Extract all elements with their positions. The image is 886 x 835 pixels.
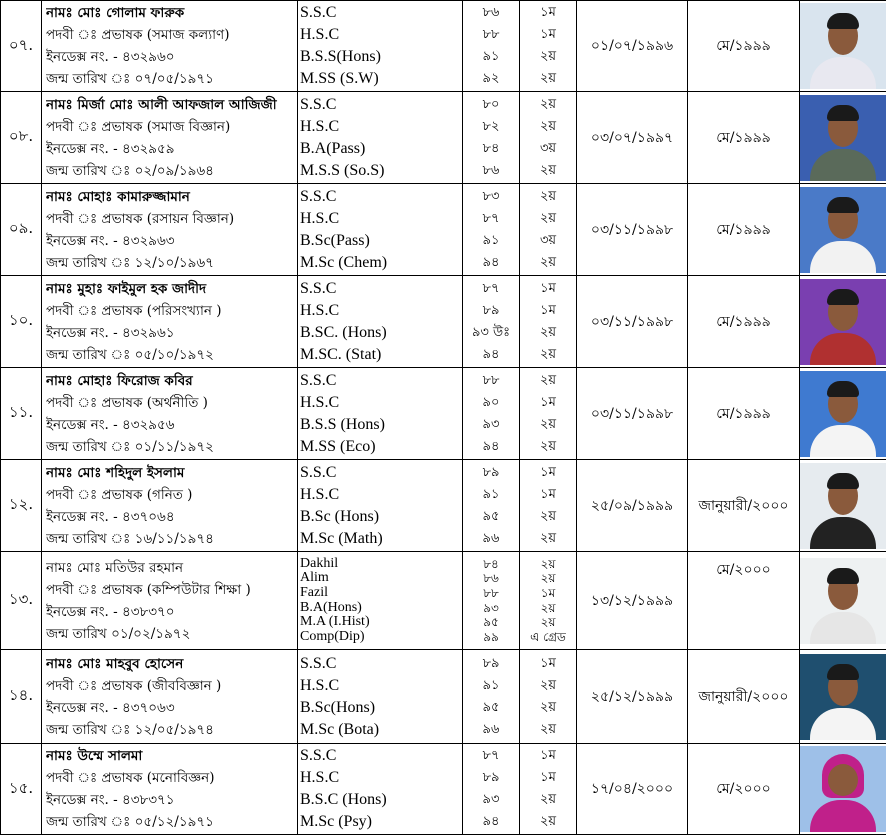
division-cell <box>520 460 577 552</box>
division: ২য় <box>520 208 576 230</box>
degree: M.S.S (So.S) <box>300 160 462 182</box>
mark: ৮২ <box>463 116 519 138</box>
joining-date: ১৩/১২/১৯৯৯ <box>577 552 688 650</box>
date-of-birth: জন্ম তারিখ ঃ ১২/০৫/১৯৭৪ <box>46 719 297 741</box>
teacher-name: নামঃ মোঃ শহিদুল ইসলাম <box>46 462 297 484</box>
mark: ৮০ <box>463 94 519 116</box>
degree-cell <box>298 650 463 744</box>
photo-hair <box>827 664 859 680</box>
division-cell <box>520 368 577 460</box>
division: ১ম <box>520 745 576 767</box>
division: ২য় <box>520 615 576 630</box>
division: ২য় <box>520 46 576 68</box>
mark: ৯৫ <box>463 506 519 528</box>
photo-cell <box>800 276 886 368</box>
degree: M.Sc (Math) <box>300 528 462 550</box>
division: ১ম <box>520 392 576 414</box>
serial-cell: ০৯. <box>1 184 42 276</box>
index-number: ইনডেক্স নং. - ৪৩৮৩৭০ <box>46 601 297 623</box>
division: ১ম <box>520 653 576 675</box>
division-cell <box>520 552 577 650</box>
mark: ৮৩ <box>463 186 519 208</box>
serial-cell: ১১. <box>1 368 42 460</box>
index-number: ইনডেক্স নং. - ৪৩২৯৬৩ <box>46 230 297 252</box>
index-number: ইনডেক্স নং. - ৪৩২৯৫৯ <box>46 138 297 160</box>
mark: ৮৪ <box>463 138 519 160</box>
info-cell <box>42 1 298 92</box>
info-cell <box>42 368 298 460</box>
joining-date: ২৫/১২/১৯৯৯ <box>577 650 688 744</box>
teacher-photo <box>800 746 886 832</box>
teacher-row <box>1 368 886 460</box>
mark: ৯১ <box>463 675 519 697</box>
photo-hair <box>827 197 859 213</box>
mpo-date: মে/১৯৯৯ <box>688 368 800 460</box>
degree-cell <box>298 276 463 368</box>
division: ২য় <box>520 557 576 572</box>
division: ২য় <box>520 160 576 182</box>
degree: S.S.C <box>300 186 462 208</box>
photo-cell <box>800 92 886 184</box>
mark: ৮৭ <box>463 208 519 230</box>
teacher-name: নামঃ মোঃ মতিউর রহমান <box>46 557 297 579</box>
index-number: ইনডেক্স নং. - ৪৩৭০৬৩ <box>46 697 297 719</box>
info-cell <box>42 650 298 744</box>
division: ২য় <box>520 506 576 528</box>
mark: ৯৫ <box>463 697 519 719</box>
degree: B.Sc(Pass) <box>300 230 462 252</box>
degree: B.A(Hons) <box>300 601 462 616</box>
mark: ৮৯ <box>463 767 519 789</box>
mark: ৯৩ <box>463 789 519 811</box>
degree: B.S.S(Hons) <box>300 46 462 68</box>
division: ২য় <box>520 528 576 550</box>
joining-date: ০৩/১১/১৯৯৮ <box>577 184 688 276</box>
degree: H.S.C <box>300 767 462 789</box>
marks-cell <box>463 368 520 460</box>
designation: পদবী ঃ প্রভাষক (পরিসংখ্যান ) <box>46 300 297 322</box>
photo-body <box>810 241 876 273</box>
degree: B.A(Pass) <box>300 138 462 160</box>
info-cell <box>42 552 298 650</box>
division: ২য় <box>520 697 576 719</box>
degree: M.Sc (Bota) <box>300 719 462 741</box>
mark: ৯৬ <box>463 528 519 550</box>
degree: H.S.C <box>300 208 462 230</box>
index-number: ইনডেক্স নং. - ৪৩২৯৬১ <box>46 322 297 344</box>
photo-body <box>810 517 876 549</box>
mark: ৮৯ <box>463 300 519 322</box>
mark: ৯৫ <box>463 615 519 630</box>
division: ১ম <box>520 278 576 300</box>
degree: S.S.C <box>300 370 462 392</box>
degree-cell <box>298 92 463 184</box>
info-cell <box>42 184 298 276</box>
mpo-date: জানুয়ারী/২০০০ <box>688 650 800 744</box>
mark: ৯১ <box>463 46 519 68</box>
info-cell <box>42 460 298 552</box>
division: ১ম <box>520 24 576 46</box>
photo-body <box>810 800 876 832</box>
degree-cell <box>298 1 463 92</box>
degree: Alim <box>300 571 462 586</box>
marks-cell <box>463 552 520 650</box>
degree: H.S.C <box>300 116 462 138</box>
teacher-photo <box>800 3 886 89</box>
division: ২য় <box>520 719 576 741</box>
joining-date: ০৩/০৭/১৯৯৭ <box>577 92 688 184</box>
mpo-date: মে/১৯৯৯ <box>688 1 800 92</box>
teacher-row <box>1 460 886 552</box>
mark: ৮৬ <box>463 160 519 182</box>
teacher-photo <box>800 558 886 644</box>
teacher-row <box>1 276 886 368</box>
mark: ৯৯ <box>463 630 519 645</box>
division: ২য় <box>520 811 576 833</box>
division-cell <box>520 92 577 184</box>
photo-cell <box>800 552 886 650</box>
photo-body <box>810 425 876 457</box>
teacher-row <box>1 184 886 276</box>
degree-cell <box>298 184 463 276</box>
teacher-row <box>1 650 886 744</box>
mark: ৯৩ <box>463 601 519 616</box>
division: ২য় <box>520 94 576 116</box>
degree: H.S.C <box>300 300 462 322</box>
joining-date: ১৭/০৪/২০০০ <box>577 744 688 835</box>
degree-cell <box>298 368 463 460</box>
mark: ৮৯ <box>463 462 519 484</box>
photo-cell <box>800 744 886 835</box>
teacher-photo <box>800 187 886 273</box>
division: ২য় <box>520 601 576 616</box>
serial-cell: ১০. <box>1 276 42 368</box>
mark: ৯০ <box>463 392 519 414</box>
serial-cell: ১৫. <box>1 744 42 835</box>
mark: ৯১ <box>463 230 519 252</box>
degree: B.S.S (Hons) <box>300 414 462 436</box>
index-number: ইনডেক্স নং. - ৪৩২৯৫৬ <box>46 414 297 436</box>
designation: পদবী ঃ প্রভাষক (কম্পিউটার শিক্ষা ) <box>46 579 297 601</box>
division: ২য় <box>520 675 576 697</box>
mark: ৯৬ <box>463 719 519 741</box>
date-of-birth: জন্ম তারিখ ঃ ১৬/১১/১৯৭৪ <box>46 528 297 550</box>
serial-cell: ১২. <box>1 460 42 552</box>
teacher-photo <box>800 95 886 181</box>
mark: ৮৭ <box>463 278 519 300</box>
teacher-name: নামঃ মির্জা মোঃ আলী আফজাল আজিজী <box>46 94 297 116</box>
date-of-birth: জন্ম তারিখ ঃ ০৫/১২/১৯৭১ <box>46 811 297 833</box>
degree-cell <box>298 552 463 650</box>
photo-hair <box>827 568 859 584</box>
mark: ৯১ <box>463 484 519 506</box>
designation: পদবী ঃ প্রভাষক (সমাজ কল্যাণ) <box>46 24 297 46</box>
mark: ৯৩ উঃ <box>463 322 519 344</box>
date-of-birth: জন্ম তারিখ ঃ ০৫/১০/১৯৭২ <box>46 344 297 366</box>
photo-hair <box>827 381 859 397</box>
teacher-name: নামঃ মোহাঃ কামারুজ্জামান <box>46 186 297 208</box>
serial-cell: ০৮. <box>1 92 42 184</box>
teacher-name: নামঃ মুহাঃ ফাইমুল হক জাদীদ <box>46 278 297 300</box>
degree: B.Sc (Hons) <box>300 506 462 528</box>
mark: ৮৬ <box>463 2 519 24</box>
index-number: ইনডেক্স নং. - ৪৩৮৩৭১ <box>46 789 297 811</box>
photo-body <box>810 708 876 740</box>
degree: S.S.C <box>300 94 462 116</box>
mark: ৯২ <box>463 68 519 90</box>
division: ৩য় <box>520 138 576 160</box>
info-cell <box>42 744 298 835</box>
degree: H.S.C <box>300 392 462 414</box>
photo-body <box>810 149 876 181</box>
marks-cell <box>463 650 520 744</box>
teacher-photo <box>800 654 886 740</box>
designation: পদবী ঃ প্রভাষক (অর্থনীতি ) <box>46 392 297 414</box>
mark: ৮৯ <box>463 653 519 675</box>
serial-cell: ১৪. <box>1 650 42 744</box>
photo-cell <box>800 460 886 552</box>
photo-face <box>828 764 858 796</box>
division-cell <box>520 276 577 368</box>
degree: S.S.C <box>300 278 462 300</box>
teacher-name: নামঃ উম্মে সালমা <box>46 745 297 767</box>
serial-cell: ১৩. <box>1 552 42 650</box>
degree: M.SS (S.W) <box>300 68 462 90</box>
info-cell <box>42 92 298 184</box>
mark: ৮৭ <box>463 745 519 767</box>
mark: ৯৪ <box>463 436 519 458</box>
degree: M.Sc (Psy) <box>300 811 462 833</box>
joining-date: ০৩/১১/১৯৯৮ <box>577 276 688 368</box>
mpo-date: মে/১৯৯৯ <box>688 276 800 368</box>
photo-body <box>810 612 876 644</box>
division: ১ম <box>520 586 576 601</box>
division-cell <box>520 184 577 276</box>
joining-date: ০৩/১১/১৯৯৮ <box>577 368 688 460</box>
photo-hair <box>827 105 859 121</box>
degree: S.S.C <box>300 462 462 484</box>
mpo-date: মে/১৯৯৯ <box>688 92 800 184</box>
designation: পদবী ঃ প্রভাষক (জীববিজ্ঞান ) <box>46 675 297 697</box>
teacher-row <box>1 92 886 184</box>
division: ২য় <box>520 370 576 392</box>
photo-hair <box>827 473 859 489</box>
degree: Dakhil <box>300 557 462 572</box>
teacher-name: নামঃ মোঃ গোলাম ফারুক <box>46 2 297 24</box>
division: ২য় <box>520 789 576 811</box>
mark: ৮৮ <box>463 370 519 392</box>
division: এ গ্রেড <box>520 630 576 645</box>
teacher-photo <box>800 463 886 549</box>
division-cell <box>520 744 577 835</box>
degree: B.Sc(Hons) <box>300 697 462 719</box>
degree: M.A (I.Hist) <box>300 615 462 630</box>
photo-cell <box>800 1 886 92</box>
marks-cell <box>463 744 520 835</box>
designation: পদবী ঃ প্রভাষক (সমাজ বিজ্ঞান) <box>46 116 297 138</box>
teacher-row <box>1 552 886 650</box>
mark: ৯৪ <box>463 344 519 366</box>
mark: ৯৩ <box>463 414 519 436</box>
division: ২য় <box>520 414 576 436</box>
index-number: ইনডেক্স নং. - ৪৩৭০৬৪ <box>46 506 297 528</box>
mark: ৮৮ <box>463 586 519 601</box>
degree: B.SC. (Hons) <box>300 322 462 344</box>
division: ১ম <box>520 767 576 789</box>
marks-cell <box>463 276 520 368</box>
teacher-row <box>1 1 886 92</box>
division: ২য় <box>520 68 576 90</box>
photo-cell <box>800 650 886 744</box>
photo-hair <box>827 289 859 305</box>
teacher-row <box>1 744 886 835</box>
degree: S.S.C <box>300 745 462 767</box>
joining-date: ০১/০৭/১৯৯৬ <box>577 1 688 92</box>
mark: ৮৮ <box>463 24 519 46</box>
division: ২য় <box>520 571 576 586</box>
date-of-birth: জন্ম তারিখ ঃ ০৭/০৫/১৯৭১ <box>46 68 297 90</box>
division-cell <box>520 1 577 92</box>
teacher-photo <box>800 279 886 365</box>
photo-cell <box>800 368 886 460</box>
joining-date: ২৫/০৯/১৯৯৯ <box>577 460 688 552</box>
designation: পদবী ঃ প্রভাষক (রসায়ন বিজ্ঞান) <box>46 208 297 230</box>
degree-cell <box>298 460 463 552</box>
marks-cell <box>463 184 520 276</box>
division: ২য় <box>520 436 576 458</box>
mark: ৮৬ <box>463 571 519 586</box>
serial-cell: ০৭. <box>1 1 42 92</box>
mark: ৯৪ <box>463 252 519 274</box>
marks-cell <box>463 460 520 552</box>
degree: S.S.C <box>300 653 462 675</box>
designation: পদবী ঃ প্রভাষক (গনিত ) <box>46 484 297 506</box>
photo-cell <box>800 184 886 276</box>
photo-body <box>810 57 876 89</box>
division: ২য় <box>520 344 576 366</box>
degree: B.S.C (Hons) <box>300 789 462 811</box>
mpo-date: মে/২০০০ <box>688 744 800 835</box>
mpo-date: মে/১৯৯৯ <box>688 184 800 276</box>
date-of-birth: জন্ম তারিখ ঃ ০২/০৯/১৯৬৪ <box>46 160 297 182</box>
division: ১ম <box>520 462 576 484</box>
division: ২য় <box>520 322 576 344</box>
division: ১ম <box>520 2 576 24</box>
division: ২য় <box>520 116 576 138</box>
division: ১ম <box>520 300 576 322</box>
degree: H.S.C <box>300 675 462 697</box>
mark: ৮৪ <box>463 557 519 572</box>
degree: H.S.C <box>300 24 462 46</box>
designation: পদবী ঃ প্রভাষক (মনোবিজ্ঞন) <box>46 767 297 789</box>
mark: ৯৪ <box>463 811 519 833</box>
photo-body <box>810 333 876 365</box>
degree: H.S.C <box>300 484 462 506</box>
photo-hair <box>827 13 859 29</box>
info-cell <box>42 276 298 368</box>
division: ২য় <box>520 186 576 208</box>
degree: Fazil <box>300 586 462 601</box>
marks-cell <box>463 92 520 184</box>
degree: M.SS (Eco) <box>300 436 462 458</box>
date-of-birth: জন্ম তারিখ ০১/০২/১৯৭২ <box>46 623 297 645</box>
degree: S.S.C <box>300 2 462 24</box>
degree: M.Sc (Chem) <box>300 252 462 274</box>
degree: Comp(Dip) <box>300 630 462 645</box>
teacher-name: নামঃ মোহাঃ ফিরোজ কবির <box>46 370 297 392</box>
division: ১ম <box>520 484 576 506</box>
mpo-date: মে/২০০০ <box>688 552 800 650</box>
index-number: ইনডেক্স নং. - ৪৩২৯৬০ <box>46 46 297 68</box>
teacher-name: নামঃ মোঃ মাহবুব হোসেন <box>46 653 297 675</box>
division-cell <box>520 650 577 744</box>
mpo-date: জানুয়ারী/২০০০ <box>688 460 800 552</box>
division: ৩য় <box>520 230 576 252</box>
date-of-birth: জন্ম তারিখ ঃ ১২/১০/১৯৬৭ <box>46 252 297 274</box>
date-of-birth: জন্ম তারিখ ঃ ০১/১১/১৯৭২ <box>46 436 297 458</box>
teacher-photo <box>800 371 886 457</box>
degree: M.SC. (Stat) <box>300 344 462 366</box>
degree-cell <box>298 744 463 835</box>
division: ২য় <box>520 252 576 274</box>
marks-cell <box>463 1 520 92</box>
